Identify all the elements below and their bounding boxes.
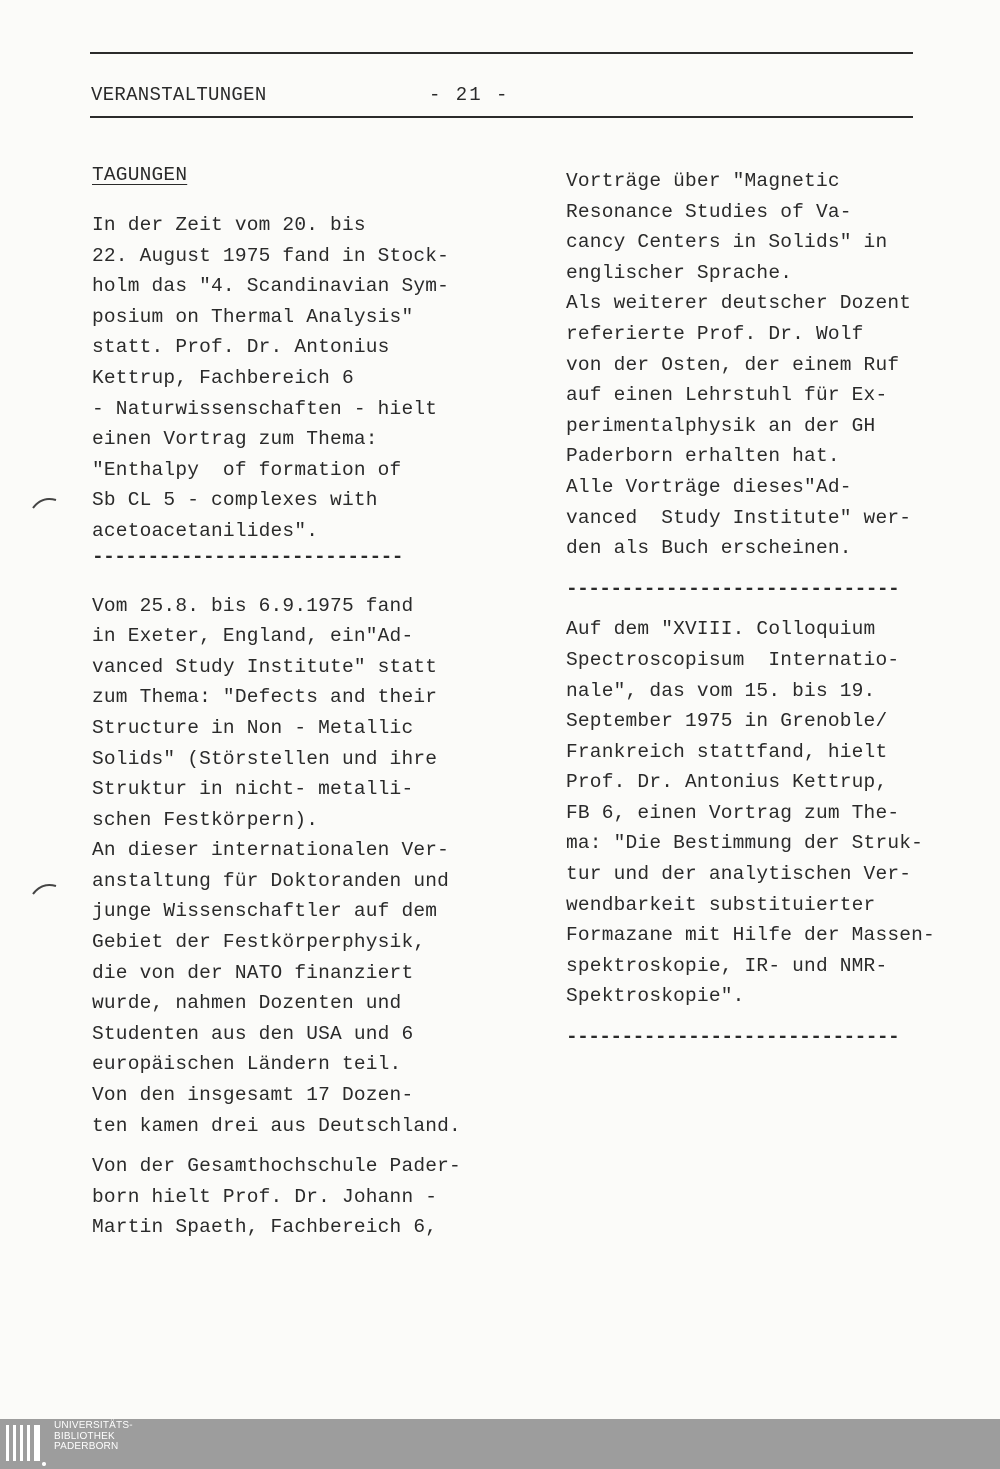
page-number: - 21 - — [429, 84, 510, 106]
text-line: Struktur in nicht- metalli- — [92, 778, 414, 801]
library-logo-icon — [4, 1421, 46, 1467]
text-line: europäischen Ländern teil. — [92, 1053, 402, 1076]
library-name — [54, 1421, 133, 1453]
text-line: Martin Spaeth, Fachbereich 6, — [92, 1216, 438, 1239]
text-line: Auf dem "XVIII. Colloquium — [566, 618, 876, 641]
section-title: VERANSTALTUNGEN — [91, 84, 267, 106]
library-name-line: UNIVERSITÄTS- — [54, 1420, 133, 1431]
article-grenoble-colloquium — [566, 614, 986, 1012]
text-line: posium on Thermal Analysis" — [92, 305, 414, 328]
text-line: Resonance Studies of Va- — [566, 200, 852, 223]
text-line: nale", das vom 15. bis 19. — [566, 679, 876, 702]
text-line: Als weiterer deutscher Dozent — [566, 292, 912, 315]
text-line: ma: "Die Bestimmung der Struk- — [566, 832, 924, 855]
text-line: Paderborn erhalten hat. — [566, 445, 840, 468]
text-line: einen Vortrag zum Thema: — [92, 428, 378, 451]
text-line: auf einen Lehrstuhl für Ex- — [566, 384, 888, 407]
text-line: von der Osten, der einem Ruf — [566, 353, 900, 376]
text-line: holm das "4. Scandinavian Sym- — [92, 275, 450, 298]
article-exeter-institute — [92, 591, 512, 1142]
text-line: Vom 25.8. bis 6.9.1975 fand — [92, 594, 414, 617]
margin-mark-icon — [30, 880, 60, 896]
text-line: schen Festkörpern). — [92, 808, 319, 831]
text-line: Von der Gesamthochschule Pader- — [92, 1155, 461, 1178]
text-line: die von der NATO finanziert — [92, 961, 414, 984]
text-line: Studenten aus den USA und 6 — [92, 1022, 414, 1045]
text-line: September 1975 in Grenoble/ — [566, 710, 888, 733]
text-line: spektroskopie, IR- und NMR- — [566, 954, 888, 977]
right-column — [566, 166, 986, 1053]
text-line: Von den insgesamt 17 Dozen- — [92, 1084, 414, 1107]
library-footer-bar — [0, 1419, 1000, 1469]
text-line: statt. Prof. Dr. Antonius — [92, 336, 390, 359]
text-line: cancy Centers in Solids" in — [566, 231, 888, 254]
text-line: vanced Study Institute" statt — [92, 655, 438, 678]
section-heading: TAGUNGEN — [92, 164, 188, 186]
header-top-rule — [90, 52, 913, 54]
separator-line: ------------------------------ — [566, 577, 900, 600]
text-line: anstaltung für Doktoranden und — [92, 869, 450, 892]
library-name-line: PADERBORN — [54, 1441, 119, 1452]
text-line: Formazane mit Hilfe der Massen- — [566, 924, 935, 947]
margin-mark-icon — [30, 494, 60, 510]
separator-line: ------------------------------ — [566, 1026, 900, 1049]
text-line: Sb CL 5 - complexes with — [92, 489, 378, 512]
text-line: englischer Sprache. — [566, 261, 793, 284]
text-line: zum Thema: "Defects and their — [92, 686, 438, 709]
separator-line: ---------------------------- — [92, 545, 403, 568]
page-header — [91, 84, 911, 110]
text-line: 22. August 1975 fand in Stock- — [92, 244, 450, 267]
library-name-line: BIBLIOTHEK — [54, 1430, 115, 1442]
text-line: ten kamen drei aus Deutschland. — [92, 1114, 461, 1137]
text-line: den als Buch erscheinen. — [566, 537, 852, 560]
text-line: - Naturwissenschaften - hielt — [92, 397, 438, 420]
article-continuation — [566, 166, 986, 564]
header-bottom-rule — [90, 116, 913, 118]
article-paderborn-speaker — [92, 1151, 512, 1243]
text-line: wurde, nahmen Dozenten und — [92, 992, 402, 1015]
text-line: In der Zeit vom 20. bis — [92, 214, 366, 236]
text-line: vanced Study Institute" wer- — [566, 506, 912, 529]
text-line: Structure in Non - Metallic — [92, 716, 414, 739]
text-line: An dieser internationalen Ver- — [92, 839, 450, 862]
text-line: Kettrup, Fachbereich 6 — [92, 366, 354, 389]
text-line: wendbarkeit substituierter — [566, 893, 876, 916]
text-line: acetoacetanilides". — [92, 519, 319, 542]
text-line: Alle Vorträge dieses"Ad- — [566, 475, 852, 498]
text-line: Gebiet der Festkörperphysik, — [92, 931, 426, 954]
text-line: born hielt Prof. Dr. Johann - — [92, 1185, 438, 1208]
text-line: Spektroskopie". — [566, 985, 745, 1008]
text-line: Prof. Dr. Antonius Kettrup, — [566, 771, 888, 794]
text-line: Solids" (Störstellen und ihre — [92, 747, 438, 770]
text-line: junge Wissenschaftler auf dem — [92, 900, 438, 923]
text-line: tur und der analytischen Ver- — [566, 863, 912, 886]
text-line: in Exeter, England, ein"Ad- — [92, 625, 414, 648]
text-line: Frankreich stattfand, hielt — [566, 740, 888, 763]
left-column — [92, 160, 512, 1243]
text-line: Spectroscopisum Internatio- — [566, 648, 900, 671]
article-tagung-stockholm — [92, 210, 512, 547]
text-line: "Enthalpy of formation of — [92, 458, 402, 481]
text-line: Vorträge über "Magnetic — [566, 170, 840, 192]
text-line: perimentalphysik an der GH — [566, 414, 876, 437]
text-line: FB 6, einen Vortrag zum The- — [566, 801, 900, 824]
text-line: referierte Prof. Dr. Wolf — [566, 322, 864, 345]
